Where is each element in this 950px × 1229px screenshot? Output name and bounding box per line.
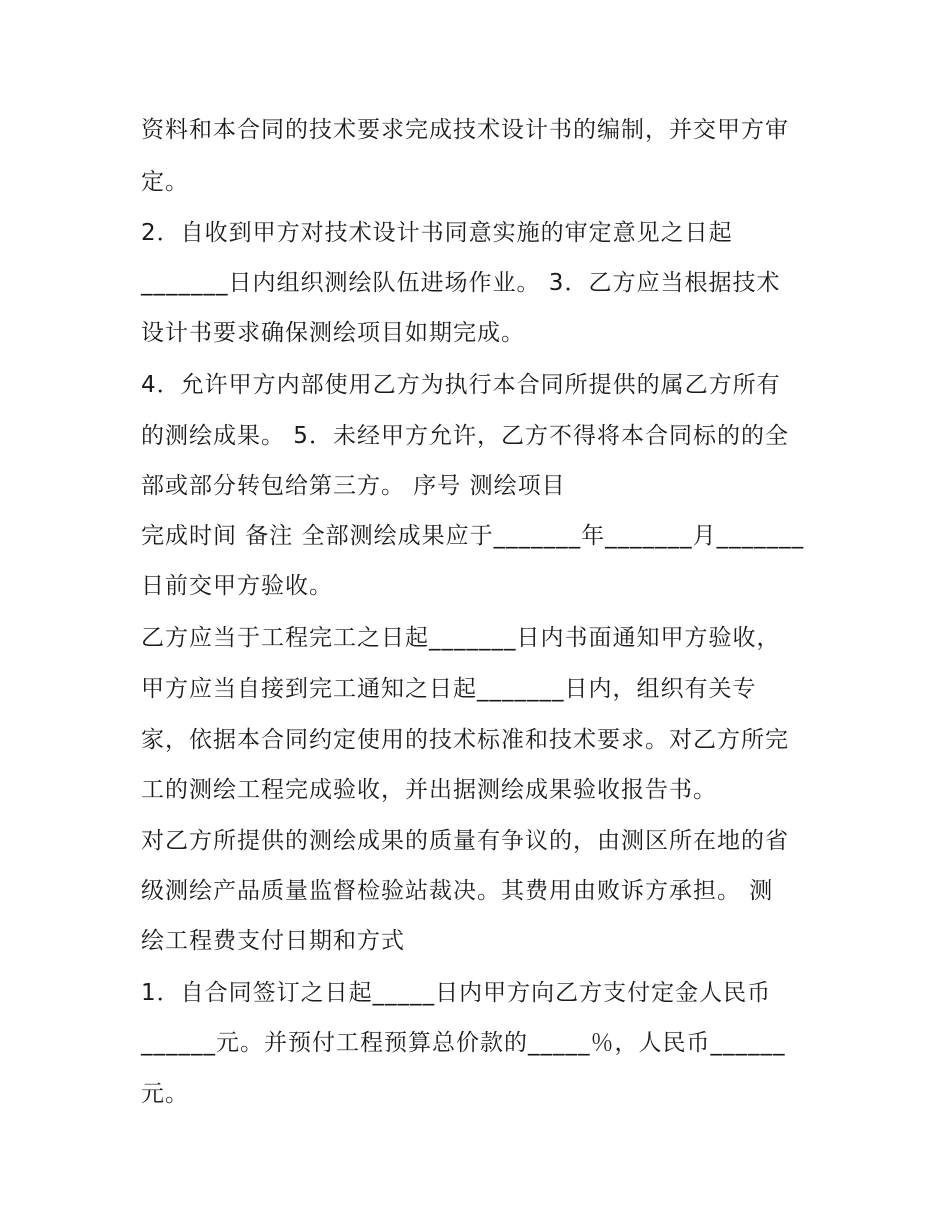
text-line: 家，依据本合同约定使用的技术标准和技术要求。对乙方所完 — [141, 727, 789, 753]
text-line: 资料和本合同的技术要求完成技术设计书的编制，并交甲方审 — [141, 117, 789, 143]
text-line: 乙方应当于工程完工之日起_______日内书面通知甲方验收， — [141, 625, 781, 651]
text-line: 绘工程费支付日期和方式 — [141, 928, 405, 954]
text-line: 的测绘成果。 5．未经甲方允许，乙方不得将本合同标的的全 — [141, 423, 789, 449]
text-line: ______元。并预付工程预算总价款的_____％，人民币______ — [141, 1030, 786, 1056]
text-line: 元。 — [141, 1081, 189, 1107]
text-line: 定。 — [141, 169, 189, 195]
text-line: 1．自合同签订之日起_____日内甲方向乙方支付定金人民币 — [141, 980, 772, 1006]
text-line: 4．允许甲方内部使用乙方为执行本合同所提供的属乙方所有 — [141, 372, 781, 398]
text-line: _______日内组织测绘队伍进场作业。 3．乙方应当根据技术 — [141, 270, 781, 296]
text-line: 日前交甲方验收。 — [141, 573, 333, 599]
text-line: 部或部分转包给第三方。 序号 测绘项目 — [141, 473, 566, 499]
text-line: 2．自收到甲方对技术设计书同意实施的审定意见之日起 — [141, 220, 733, 246]
text-line: 对乙方所提供的测绘成果的质量有争议的，由测区所在地的省 — [141, 828, 789, 854]
text-line: 甲方应当自接到完工通知之日起_______日内，组织有关专 — [141, 676, 757, 702]
text-line: 完成时间 备注 全部测绘成果应于_______年_______月_______ — [141, 523, 805, 549]
text-line: 设计书要求确保测绘项目如期完成。 — [141, 320, 525, 346]
text-line: 工的测绘工程完成验收，并出据测绘成果验收报告书。 — [141, 777, 717, 803]
text-line: 级测绘产品质量监督检验站裁决。其费用由败诉方承担。 测 — [141, 878, 774, 904]
